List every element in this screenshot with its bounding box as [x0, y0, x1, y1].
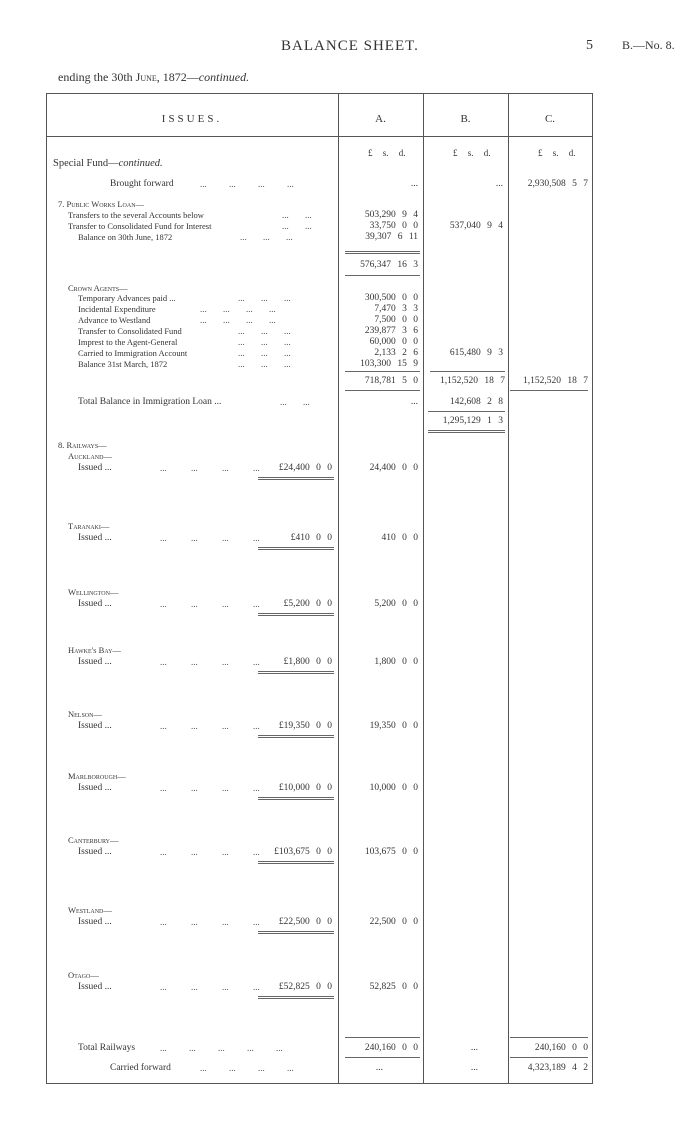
- rule: [258, 931, 334, 932]
- railway-amount: £22,500 0 0: [278, 917, 332, 927]
- table-left-border: [46, 93, 47, 1084]
- rule: [258, 933, 334, 934]
- leader-dots: ... ...: [282, 210, 312, 220]
- rule: [345, 251, 420, 252]
- immigration-b: 142,608 2 8: [449, 397, 503, 407]
- public-works-row-a: 33,750 0 0: [369, 221, 418, 231]
- carried-forward-b: ...: [470, 1063, 478, 1073]
- brought-forward-c: 2,930,508 5 7: [527, 179, 588, 189]
- total-railways-c: 240,160 0 0: [534, 1043, 588, 1053]
- column-divider-b: [423, 93, 424, 1084]
- rule: [258, 861, 334, 862]
- crown-agents-row-a: 7,470 3 3: [374, 304, 418, 314]
- rule: [258, 673, 334, 674]
- leader-dots: ... ... ... ...: [160, 721, 260, 731]
- rule: [345, 390, 420, 391]
- carried-forward-label: Carried forward: [110, 1063, 171, 1073]
- issues-header-rule: [46, 136, 338, 137]
- rule: [510, 390, 588, 391]
- railway-amount: £19,350 0 0: [278, 721, 332, 731]
- public-works-row-label: Transfers to the several Accounts below: [68, 210, 204, 220]
- crown-agents-row-a: 2,133 2 6: [374, 348, 418, 358]
- brought-forward-a: ...: [410, 179, 418, 189]
- leader-dots: ... ... ...: [240, 232, 293, 242]
- railway-issued-label: Issued ...: [78, 847, 112, 857]
- railway-amount: £24,400 0 0: [278, 463, 332, 473]
- crown-agents-total-a: 718,781 5 0: [364, 376, 418, 386]
- railway-amount: £410 0 0: [290, 533, 332, 543]
- total-railways-a: 240,160 0 0: [364, 1043, 418, 1053]
- leader-dots: ... ... ...: [238, 359, 291, 369]
- crown-agents-row-label: Transfer to Consolidated Fund: [78, 326, 182, 336]
- page-title: BALANCE SHEET.: [281, 38, 419, 54]
- column-header-a: A.: [375, 113, 386, 125]
- rule: [345, 371, 420, 372]
- railway-amount: £52,825 0 0: [278, 982, 332, 992]
- leader-dots: ... ... ... ...: [160, 982, 260, 992]
- railway-amount: £103,675 0 0: [274, 847, 332, 857]
- public-works-row-a: 39,307 6 11: [365, 232, 418, 242]
- rule: [428, 411, 505, 412]
- rule: [428, 432, 505, 433]
- railway-issued-label: Issued ...: [78, 982, 112, 992]
- leader-dots: ... ... ... ...: [200, 1063, 294, 1073]
- rule: [258, 735, 334, 736]
- leader-dots: ... ... ...: [238, 326, 291, 336]
- railway-a: 10,000 0 0: [369, 783, 418, 793]
- rule: [258, 671, 334, 672]
- leader-dots: ... ...: [282, 221, 312, 231]
- special-fund-heading: [53, 158, 163, 169]
- public-works-row-a: 503,290 9 4: [364, 210, 418, 220]
- crown-agents-total-c: 1,152,520 18 7: [523, 376, 588, 386]
- column-header-c: C.: [544, 113, 556, 125]
- public-works-row-label: Balance on 30th June, 1872: [78, 232, 173, 242]
- railway-name: Taranaki—: [68, 521, 110, 531]
- railway-issued-label: Issued ...: [78, 599, 112, 609]
- leader-dots: ... ... ... ...: [160, 917, 260, 927]
- leader-dots: ... ... ... ...: [160, 463, 260, 473]
- document-reference: B.—No. 8.: [622, 38, 675, 52]
- railway-a: 103,675 0 0: [364, 847, 418, 857]
- railway-a: 5,200 0 0: [374, 599, 418, 609]
- railway-name: Westland—: [68, 905, 112, 915]
- railway-issued-label: Issued ...: [78, 463, 112, 473]
- units-c: £ s. d.: [538, 148, 576, 158]
- railway-name: Auckland—: [68, 451, 112, 461]
- column-header-b: B.: [460, 113, 471, 125]
- public-works-total-a: 576,347 16 3: [360, 260, 418, 270]
- railway-a: 410 0 0: [381, 533, 418, 543]
- railway-amount: £1,800 0 0: [283, 657, 332, 667]
- immigration-label: Total Balance in Immigration Loan ...: [78, 397, 222, 407]
- units-b: £ s. d.: [453, 148, 491, 158]
- leader-dots: ... ... ...: [238, 293, 291, 303]
- crown-agents-total-b: 1,152,520 18 7: [440, 376, 505, 386]
- leader-dots: ... ... ... ...: [160, 533, 260, 543]
- railway-name: Canterbury—: [68, 835, 119, 845]
- rule: [258, 613, 334, 614]
- brought-forward-b: ...: [495, 179, 503, 189]
- crown-agents-row-label: Temporary Advances paid ...: [78, 293, 176, 303]
- rule: [258, 547, 334, 548]
- public-works-b: 537,040 9 4: [449, 221, 503, 231]
- subtitle-year: , 1872—: [156, 70, 199, 84]
- carried-forward-c: 4,323,189 4 2: [527, 1063, 588, 1073]
- rule: [258, 549, 334, 550]
- railway-name: Hawke's Bay—: [68, 645, 121, 655]
- rule: [258, 996, 334, 997]
- railway-name: Wellington—: [68, 587, 119, 597]
- railway-issued-label: Issued ...: [78, 783, 112, 793]
- rule: [430, 371, 505, 372]
- rule: [345, 275, 420, 276]
- leader-dots: ... ... ... ...: [160, 847, 260, 857]
- page-number: 5: [586, 38, 593, 53]
- public-works-heading: 7. Public Works Loan—: [58, 199, 145, 209]
- total-railways-b: ...: [470, 1043, 478, 1053]
- special-fund-suffix: continued.: [118, 158, 163, 169]
- subtitle-suffix: continued.: [198, 70, 250, 84]
- rule: [345, 1037, 420, 1038]
- rule: [258, 797, 334, 798]
- rule: [258, 477, 334, 478]
- rule: [428, 430, 505, 431]
- railway-a: 24,400 0 0: [369, 463, 418, 473]
- railway-issued-label: Issued ...: [78, 721, 112, 731]
- railway-a: 19,350 0 0: [369, 721, 418, 731]
- railway-a: 1,800 0 0: [374, 657, 418, 667]
- railway-name: Nelson—: [68, 709, 102, 719]
- rule: [258, 615, 334, 616]
- railway-issued-label: Issued ...: [78, 917, 112, 927]
- amount-header-rule: [339, 136, 592, 137]
- railway-a: 52,825 0 0: [369, 982, 418, 992]
- brought-forward-label: Brought forward: [110, 179, 174, 189]
- leader-dots: ... ... ... ...: [160, 657, 260, 667]
- railway-name: Otago—: [68, 970, 99, 980]
- rule: [345, 1057, 420, 1058]
- railways-heading: 8. Railways—: [58, 440, 107, 450]
- leader-dots: ... ... ... ... ...: [160, 1043, 283, 1053]
- leader-dots: ... ... ... ...: [200, 315, 276, 325]
- leader-dots: ... ... ... ...: [200, 304, 276, 314]
- rule: [258, 737, 334, 738]
- railway-amount: £10,000 0 0: [278, 783, 332, 793]
- carried-forward-a: ...: [375, 1063, 383, 1073]
- crown-agents-row-a: 60,000 0 0: [369, 337, 418, 347]
- units-a: £ s. d.: [368, 148, 406, 158]
- column-header-issues: ISSUES.: [161, 113, 223, 125]
- rule: [510, 1037, 588, 1038]
- railway-issued-label: Issued ...: [78, 657, 112, 667]
- crown-agents-b: 615,480 9 3: [449, 348, 503, 358]
- public-works-row-label: Transfer to Consolidated Fund for Interest: [68, 221, 212, 231]
- crown-agents-row-label: Imprest to the Agent-General: [78, 337, 178, 347]
- crown-agents-row-label: Balance 31st March, 1872: [78, 359, 168, 369]
- rule: [258, 863, 334, 864]
- leader-dots: ... ... ... ...: [160, 783, 260, 793]
- crown-agents-row-a: 7,500 0 0: [374, 315, 418, 325]
- leader-dots: ... ... ... ...: [160, 599, 260, 609]
- subtitle: [58, 70, 249, 85]
- crown-agents-row-a: 300,500 0 0: [364, 293, 418, 303]
- table-bottom-border: [46, 1083, 592, 1084]
- leader-dots: ... ...: [280, 397, 310, 407]
- leader-dots: ... ... ...: [238, 337, 291, 347]
- table-right-border: [592, 93, 593, 1084]
- railway-amount: £5,200 0 0: [283, 599, 332, 609]
- railway-issued-label: Issued ...: [78, 533, 112, 543]
- rule: [258, 998, 334, 999]
- rule: [345, 253, 420, 254]
- railway-a: 22,500 0 0: [369, 917, 418, 927]
- subtitle-prefix: ending the 30th: [58, 70, 136, 84]
- crown-agents-row-label: Advance to Westland: [78, 315, 151, 325]
- leader-dots: ... ... ...: [238, 348, 291, 358]
- special-fund-label: Special Fund—: [53, 158, 119, 169]
- rule: [258, 799, 334, 800]
- column-divider-c: [508, 93, 509, 1084]
- railway-name: Marlborough—: [68, 771, 126, 781]
- total-railways-label: Total Railways: [78, 1043, 136, 1053]
- immigration-b-total: 1,295,129 1 3: [442, 416, 503, 426]
- subtitle-month: June: [135, 70, 157, 84]
- rule: [510, 1057, 588, 1058]
- crown-agents-row-label: Carried to Immigration Account: [78, 348, 188, 358]
- table-top-border: [46, 93, 592, 94]
- crown-agents-row-label: Incidental Expenditure: [78, 304, 156, 314]
- crown-agents-heading: Crown Agents—: [68, 283, 128, 293]
- rule: [258, 479, 334, 480]
- crown-agents-row-a: 103,300 15 9: [360, 359, 418, 369]
- immigration-a: ...: [410, 397, 418, 407]
- leader-dots: ... ... ... ...: [200, 179, 294, 189]
- crown-agents-row-a: 239,877 3 6: [364, 326, 418, 336]
